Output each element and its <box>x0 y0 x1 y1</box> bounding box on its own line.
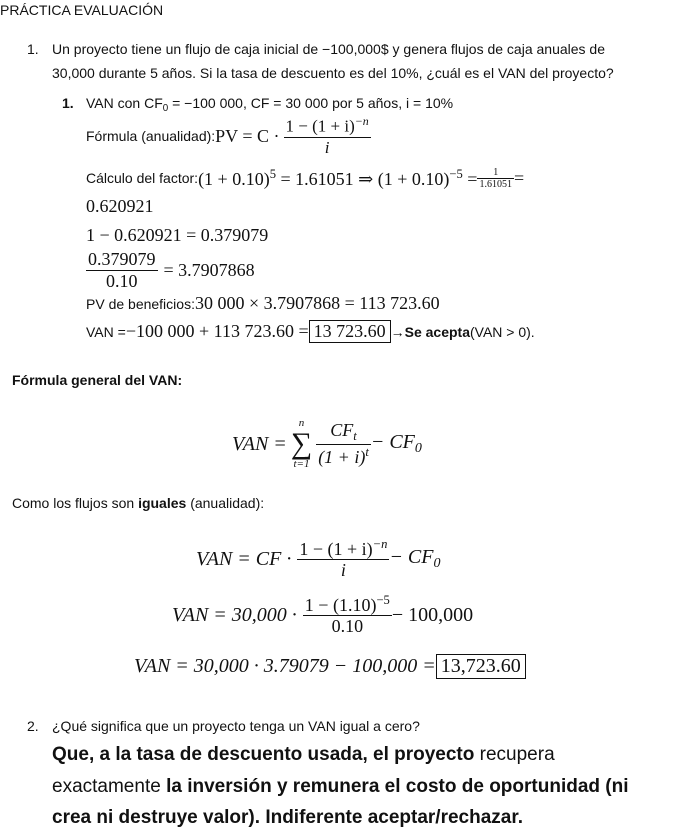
general-formula-heading: Fórmula general del VAN: <box>12 372 183 388</box>
annuity-van-formula: VAN = CF · $\frac{1 - (1 + i)^{-n}}{i}$ − $CF_0$ <box>196 536 441 581</box>
answer-line-3: crea ni destruye valor). Indiferente aceptar/rechazar. <box>52 807 523 828</box>
annuity-formula: Fórmula (anualidad): PV = C · $\frac{1 - (1 + i)^{-n}}{i}$ <box>86 114 369 157</box>
question-2-number: 2. <box>27 718 39 734</box>
subtraction-step: 1 − 0.620921 = 0.379079 <box>86 225 269 245</box>
annuity-fraction: $\frac{1 - (1 + i)^{-n}}{i}$ <box>285 114 369 157</box>
factor-result: 0.620921 <box>86 196 154 216</box>
general-van-formula: VAN = n ∑ t=1 $\frac{CF_t}{(1 + i)^t}$ − $CF_0$ <box>232 417 422 470</box>
question-1-line-2: 30,000 durante 5 años. Si la tasa de descuento es del 10%, ¿cuál es el VAN del proyecto? <box>52 65 614 81</box>
solution-givens: VAN con $CF_0 = -100$ 000, CF = 30 000 por 5 años, i = 10% <box>86 95 454 114</box>
question-1-line-1: Un proyecto tiene un flujo de caja inicial de −100,000$ y genera flujos de caja anuales de <box>52 41 605 57</box>
page-title: PRÁCTICA EVALUACIÓN <box>0 2 164 18</box>
question-2-text: ¿Qué significa que un proyecto tenga un VAN igual a cero? <box>52 718 420 734</box>
van-result-box: 13 723.60 <box>309 320 391 343</box>
answer-line-1: Que, a la tasa de descuento usada, el proyecto recupera <box>52 744 555 765</box>
van-result-line: VAN = −100 000 + 113 723.60 = 13 723.60 → Se acepta (VAN > 0). <box>86 321 535 341</box>
summation: n ∑ t=1 <box>290 417 313 470</box>
annuity-van-result: VAN = 30,000 · 3.79079 − 100,000 = 13,723.60 <box>134 654 526 679</box>
pv-benefits: PV de beneficios: 30 000 × 3.7907868 = 113 723.60 <box>86 293 440 313</box>
factor-calculation: Cálculo del factor: $(1 + 0.10)^5 = 1.61051$ ⇒ $(1 + 0.10)^{-5}$ = $\frac{1}{1.61051}$ = <box>86 166 525 190</box>
division-step: $\frac{0.379079}{0.10}$ = 3.7907868 <box>88 248 255 291</box>
annuity-van-substitution: VAN = 30,000 · $\frac{1 - (1.10)^{-5}}{0.10}$ − 100,000 <box>172 592 474 637</box>
solution-1-number: 1. <box>62 95 74 111</box>
answer-line-2: exactamente la inversión y remunera el costo de oportunidad (ni <box>52 776 629 797</box>
question-1-number: 1. <box>27 41 39 57</box>
annuity-result-box: 13,723.60 <box>436 654 526 679</box>
annuity-explanation: Como los flujos son iguales (anualidad): <box>12 495 265 511</box>
